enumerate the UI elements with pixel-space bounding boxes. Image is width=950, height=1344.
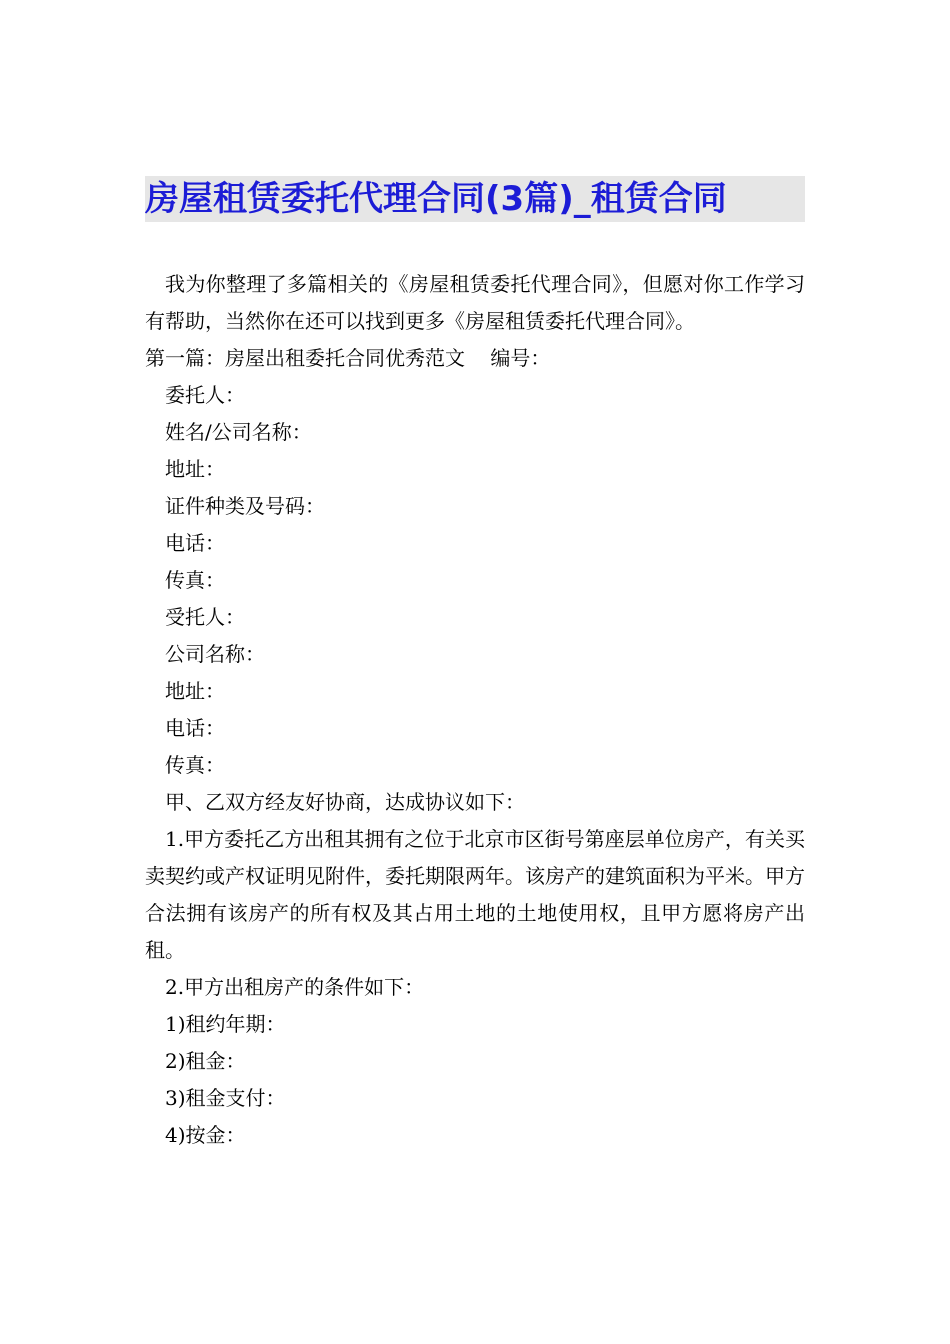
field-trustee: 受托人：	[165, 605, 245, 629]
document-title: 房屋租赁委托代理合同(3篇)_租赁合同	[145, 176, 805, 222]
field-company-name: 公司名称：	[165, 642, 265, 666]
field-trustee-address: 地址：	[165, 679, 225, 703]
field-address: 地址：	[165, 457, 225, 481]
field-fax: 传真：	[165, 568, 225, 592]
document-body	[145, 266, 805, 1154]
field-phone: 电话：	[165, 531, 225, 555]
condition-rent-payment: 3)租金支付：	[165, 1086, 286, 1110]
condition-lease-term: 1)租约年期：	[165, 1012, 286, 1036]
field-trustee-fax: 传真：	[165, 753, 225, 777]
intro-paragraph: 我为你整理了多篇相关的《房屋租赁委托代理合同》，但愿对你工作学习有帮助，当然你在还可以找到更多《房屋租赁委托代理合同》。	[145, 272, 805, 333]
field-name-company: 姓名/公司名称：	[165, 420, 312, 444]
section-heading: 第一篇：房屋出租委托合同优秀范文 编号：	[145, 346, 551, 370]
field-consignor: 委托人：	[165, 383, 245, 407]
condition-rent: 2)租金：	[165, 1049, 246, 1073]
condition-deposit: 4)按金：	[165, 1123, 246, 1147]
clause-2: 2.甲方出租房产的条件如下：	[165, 975, 425, 999]
field-id-type-number: 证件种类及号码：	[165, 494, 325, 518]
field-trustee-phone: 电话：	[165, 716, 225, 740]
clause-1: 1.甲方委托乙方出租其拥有之位于北京市区街号第座层单位房产，有关买卖契约或产权证明见附件，委托期限两年。该房产的建筑面积为平米。甲方合法拥有该房产的所有权及其占用土地的土地使用权，且甲方愿将房产出租。	[145, 827, 805, 962]
agreement-line: 甲、乙双方经友好协商，达成协议如下：	[165, 790, 525, 814]
